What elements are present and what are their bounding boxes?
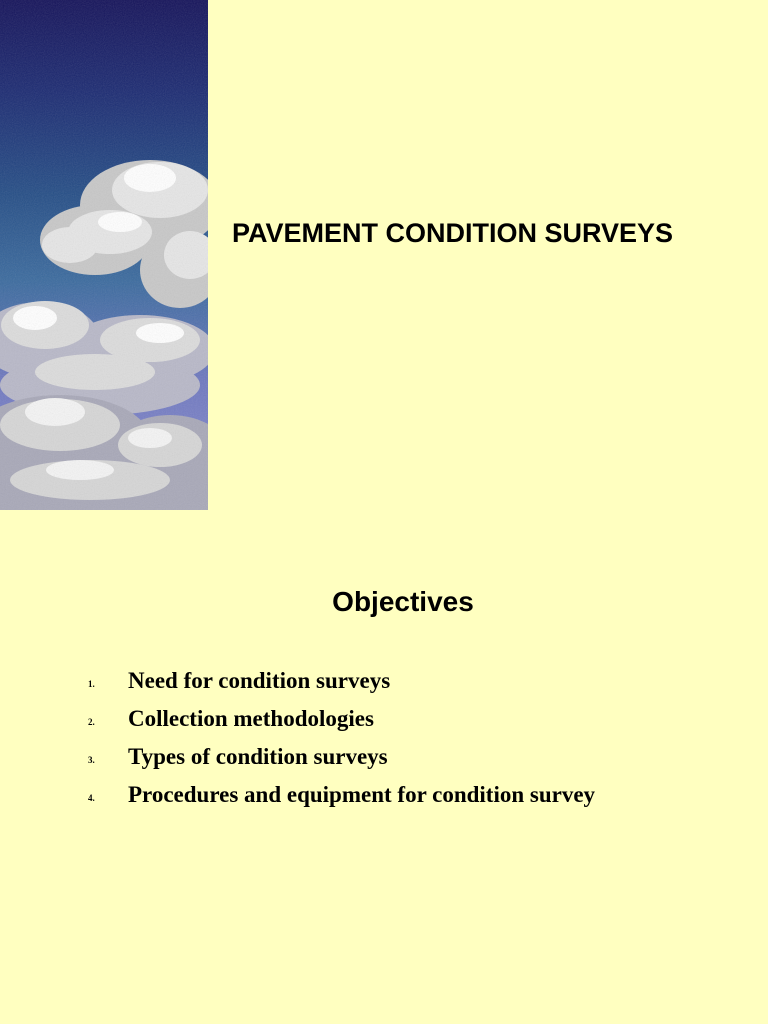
list-item-number: 3. <box>88 755 95 765</box>
list-item-text: Procedures and equipment for condition survey <box>128 782 596 807</box>
list-item <box>0 778 768 816</box>
list-item-text: Need for condition surveys <box>128 668 391 693</box>
objectives-list <box>0 664 768 816</box>
slide-title: PAVEMENT CONDITION SURVEYS <box>232 218 674 248</box>
list-item-number: 2. <box>88 717 95 727</box>
list-item <box>0 740 768 778</box>
list-item-text: Collection methodologies <box>128 706 374 731</box>
objectives-heading: Objectives <box>332 586 474 617</box>
sky-clouds-image <box>0 0 208 510</box>
list-item <box>0 702 768 740</box>
list-item <box>0 664 768 702</box>
list-item-number: 4. <box>88 793 95 803</box>
list-item-text: Types of condition surveys <box>128 744 388 769</box>
list-item-number: 1. <box>88 679 95 689</box>
